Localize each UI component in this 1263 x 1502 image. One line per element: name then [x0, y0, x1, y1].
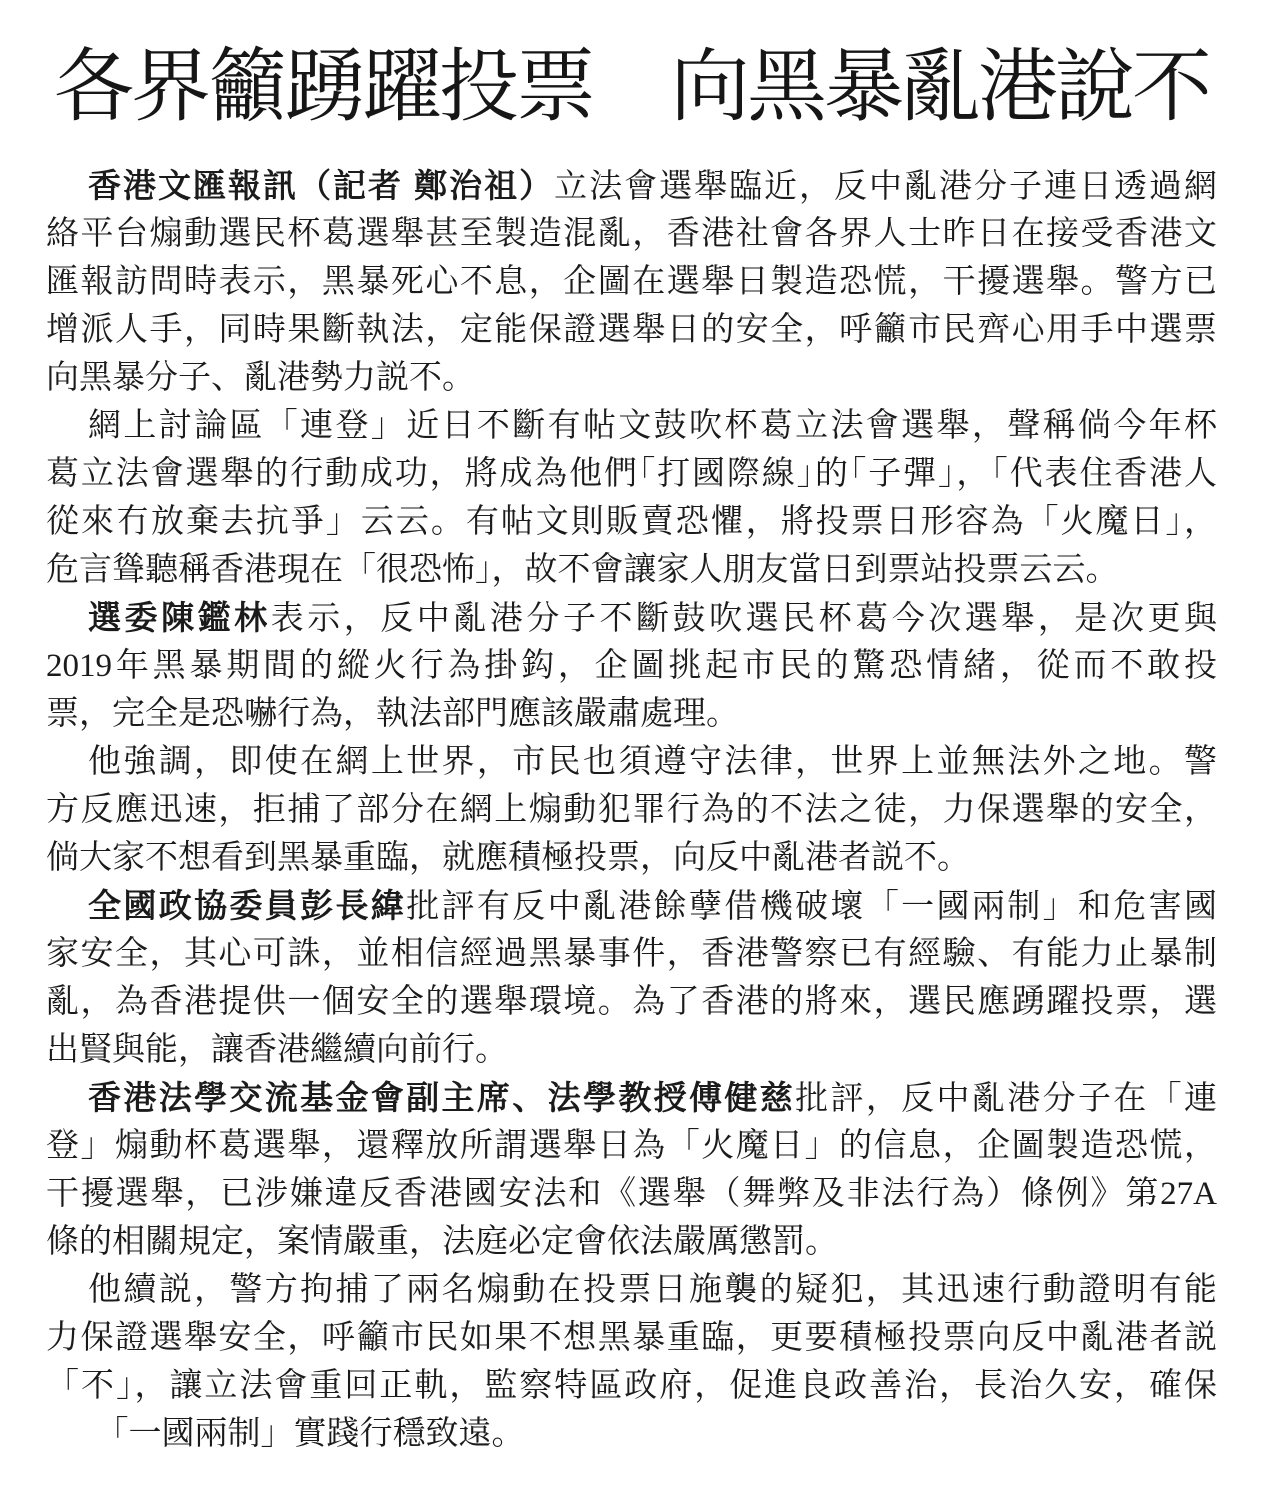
article-paragraph — [46, 1266, 1217, 1458]
article-line: 香港文匯報訊（記者 鄭治祖）立法會選舉臨近，反中亂港分子連日透過網 — [88, 167, 1217, 205]
article-paragraph — [46, 882, 1217, 1074]
article-line: 登」煽動杯葛選舉，還釋放所謂選舉日為「火魔日」的信息，企圖製造恐慌， — [46, 1128, 1217, 1164]
article-line: 危言聳聽稱香港現在「很恐怖」，故不會讓家人朋友當日到票站投票云云。 — [46, 552, 1119, 588]
article-line: 網上討論區「連登」近日不斷有帖文鼓吹杯葛立法會選舉，聲稱倘今年杯 — [88, 408, 1217, 444]
article-paragraph — [46, 738, 1217, 882]
article-line: 從來冇放棄去抗爭」云云。有帖文則販賣恐懼，將投票日形容為「火魔日」， — [46, 504, 1217, 540]
article-line: 絡平台煽動選民杯葛選舉甚至製造混亂，香港社會各界人士昨日在接受香港文 — [46, 216, 1217, 252]
article-line: 葛立法會選舉的行動成功，將成為他們｢打國際線｣的｢子彈｣，「代表住香港人 — [46, 456, 1217, 492]
paragraph-lead-bold: 香港法學交流基金會副主席、法學教授傅健慈 — [88, 1079, 796, 1116]
article-line: 亂，為香港提供一個安全的選舉環境。為了香港的將來，選民應踴躍投票，選 — [46, 984, 1217, 1020]
paragraph-lead-bold: 香港文匯報訊（記者 鄭治祖） — [88, 167, 555, 204]
article-line: 香港法學交流基金會副主席、法學教授傅健慈批評，反中亂港分子在「連 — [88, 1079, 1217, 1117]
article-line: 干擾選舉，已涉嫌違反香港國安法和《選舉（舞弊及非法行為）條例》第27A — [46, 1176, 1217, 1212]
paragraph-lead-bold: 全國政協委員彭長緯 — [88, 887, 407, 924]
article-line: 「不」，讓立法會重回正軌，監察特區政府，促進良政善治，長治久安，確保 — [46, 1368, 1217, 1404]
article-line: 倘大家不想看到黑暴重臨，就應積極投票，向反中亂港者説不。 — [46, 840, 970, 876]
paragraph-lead-bold: 選委陳鑑林 — [88, 599, 271, 636]
article-line: 票，完全是恐嚇行為，執法部門應該嚴肅處理。 — [46, 696, 739, 732]
article-body — [46, 162, 1217, 1458]
article-line: 匯報訪問時表示，黑暴死心不息，企圖在選舉日製造恐慌，干擾選舉。警方已 — [46, 264, 1217, 300]
article-paragraph — [46, 594, 1217, 738]
article-line: 他強調，即使在網上世界，市民也須遵守法律，世界上並無法外之地。警 — [88, 744, 1217, 780]
article-headline: 各界籲踴躍投票 向黑暴亂港說不 — [54, 44, 1209, 132]
article-paragraph — [46, 1074, 1217, 1266]
article-paragraph — [46, 402, 1217, 594]
article-line: 條的相關規定，案情嚴重，法庭必定會依法嚴厲懲罰。 — [46, 1224, 838, 1260]
article-line: 全國政協委員彭長緯批評有反中亂港餘孽借機破壞「一國兩制」和危害國 — [88, 887, 1217, 925]
article-line: 他續説，警方拘捕了兩名煽動在投票日施襲的疑犯，其迅速行動證明有能 — [88, 1272, 1217, 1308]
article-line: 方反應迅速，拒捕了部分在網上煽動犯罪行為的不法之徒，力保選舉的安全， — [46, 792, 1217, 828]
article-line: 增派人手，同時果斷執法，定能保證選舉日的安全，呼籲市民齊心用手中選票 — [46, 312, 1217, 348]
article-line: 選委陳鑑林表示，反中亂港分子不斷鼓吹選民杯葛今次選舉，是次更與 — [88, 599, 1217, 637]
article-line: 家安全，其心可誅，並相信經過黑暴事件，香港警察已有經驗、有能力止暴制 — [46, 936, 1217, 972]
article-line: 2019年黑暴期間的縱火行為掛鈎，企圖挑起市民的驚恐情緒，從而不敢投 — [46, 648, 1217, 684]
article-paragraph — [46, 162, 1217, 402]
article-line: 「一國兩制」實踐行穩致遠。 — [46, 1416, 525, 1452]
article-line: 向黑暴分子、亂港勢力説不。 — [46, 360, 475, 396]
article-line: 力保證選舉安全，呼籲市民如果不想黑暴重臨，更要積極投票向反中亂港者説 — [46, 1320, 1217, 1356]
article-line: 出賢與能，讓香港繼續向前行。 — [46, 1032, 508, 1068]
